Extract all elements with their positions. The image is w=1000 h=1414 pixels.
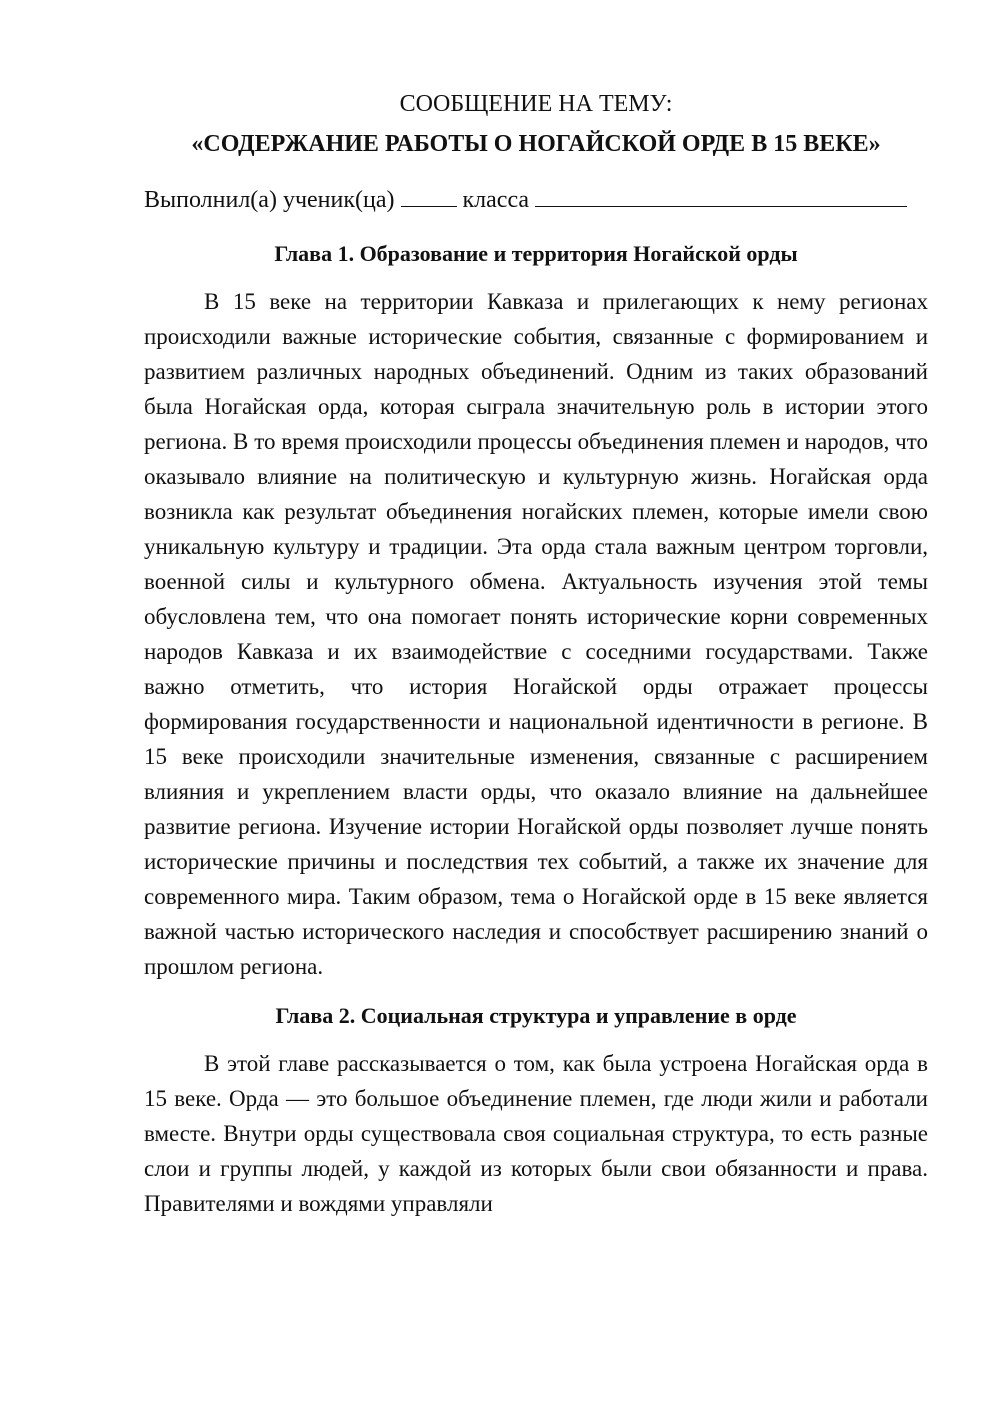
chapter-2-heading: Глава 2. Социальная структура и управление в орде	[275, 1003, 797, 1028]
title-line-2: «СОДЕРЖАНИЕ РАБОТЫ О НОГАЙСКОЙ ОРДЕ В 15 ВЕКЕ»	[191, 131, 881, 157]
document-page	[144, 88, 928, 1221]
class-label: класса	[462, 187, 530, 213]
class-number-blank	[401, 184, 457, 207]
chapter-1-paragraph: В 15 веке на территории Кавказа и прилегающих к нему регионах происходили важные исторические события, связанные с формированием и развитием различных народных объединений. Одним из таких образований была Ногайская орда, которая сыграла значительную роль в истории этого региона. В то время происходили процессы объединения племен и народов, что оказывало влияние на политическую и культурную жизнь. Ногайская орда возникла как результат объединения ногайских племен, которые имели свою уникальную культуру и традиции. Эта орда стала важным центром торговли, военной силы и культурного обмена. Актуальность изучения этой темы обусловлена тем, что она помогает понять исторические корни современных народов Кавказа и их взаимодействие с соседними государствами. Также важно отметить, что история Ногайской орды отражает процессы формирования государственности и национальной идентичности в регионе. В 15 веке происходили значительные изменения, связанные с расширением влияния и укреплением власти орды, что оказало влияние на дальнейшее развитие региона. Изучение истории Ногайской орды позволяет лучше понять исторические причины и последствия тех событий, а также их значение для современного мира. Таким образом, тема о Ногайской орде в 15 веке является важной частью исторического наследия и способствует расширению знаний о прошлом региона.	[144, 289, 928, 979]
student-name-blank	[535, 184, 907, 207]
title-line-1: СООБЩЕНИЕ НА ТЕМУ:	[399, 91, 673, 117]
student-info-line	[144, 184, 928, 216]
chapter-2-paragraph: В этой главе рассказывается о том, как была устроена Ногайская орда в 15 веке. Орда — это большое объединение племен, где люди жили и работали вместе. Внутри орды существовала своя социальная структура, то есть разные слои и группы людей, у каждой из которых были свои обязанности и права. Правителями и вождями управляли	[144, 1051, 928, 1216]
chapter-1-heading: Глава 1. Образование и территория Ногайской орды	[274, 241, 798, 266]
student-label: Выполнил(а) ученик(ца)	[144, 187, 395, 213]
